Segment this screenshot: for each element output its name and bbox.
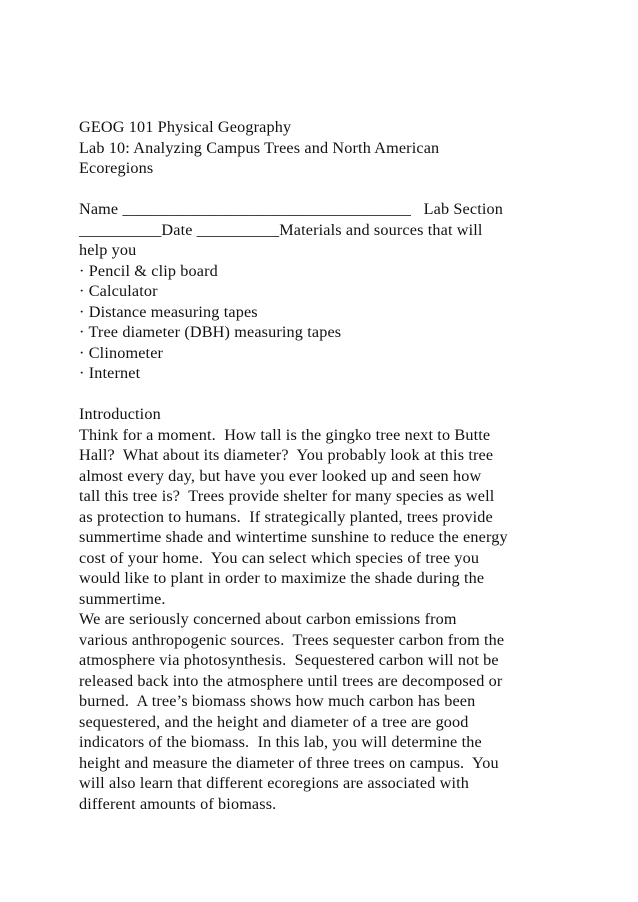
materials-list-item: · Calculator bbox=[79, 282, 158, 300]
spacer bbox=[79, 179, 569, 200]
lab-title-line-1: Lab 10: Analyzing Campus Trees and North American bbox=[79, 138, 440, 157]
paragraph-line: cost of your home. You can select which species of tree you bbox=[79, 548, 480, 567]
paragraph-line: Think for a moment. How tall is the gingko tree next to Butte bbox=[79, 425, 491, 444]
paragraph-line: almost every day, but have you ever looked up and seen how bbox=[79, 466, 482, 485]
materials-list bbox=[79, 261, 569, 384]
paragraph-line: summertime. bbox=[79, 589, 166, 608]
paragraph-line: atmosphere via photosynthesis. Sequestered carbon will not be bbox=[79, 651, 499, 669]
introduction-heading: Introduction bbox=[79, 405, 161, 423]
paragraph-line: would like to plant in order to maximize the shade during the bbox=[79, 569, 485, 587]
paragraph-line: will also learn that different ecoregions are associated with bbox=[79, 774, 470, 792]
date-field-line: __________Date __________Materials and sources that will bbox=[79, 220, 483, 239]
paragraph-line: tall this tree is? Trees provide shelter for many species as well bbox=[79, 487, 495, 505]
paragraph-line: We are seriously concerned about carbon emissions from bbox=[79, 610, 457, 628]
paragraph-line: different amounts of biomass. bbox=[79, 794, 277, 813]
materials-list-item: · Pencil & clip board bbox=[79, 261, 218, 280]
introduction-paragraph-2 bbox=[79, 609, 569, 814]
paragraph-line: Hall? What about its diameter? You probably look at this tree bbox=[79, 446, 494, 464]
spacer bbox=[79, 384, 569, 405]
paragraph-line: indicators of the biomass. In this lab, you will determine the bbox=[79, 733, 482, 751]
course-title: GEOG 101 Physical Geography bbox=[79, 118, 292, 136]
paragraph-line: summertime shade and wintertime sunshine to reduce the energy bbox=[79, 528, 508, 546]
materials-list-item: · Internet bbox=[79, 364, 141, 382]
introduction-paragraph-1 bbox=[79, 425, 569, 610]
materials-intro-line: help you bbox=[79, 241, 137, 259]
document-body bbox=[79, 117, 569, 814]
paragraph-line: as protection to humans. If strategically planted, trees provide bbox=[79, 507, 493, 526]
materials-list-item: · Tree diameter (DBH) measuring tapes bbox=[79, 323, 342, 341]
paragraph-line: released back into the atmosphere until trees are decomposed or bbox=[79, 671, 503, 690]
paragraph-line: various anthropogenic sources. Trees sequester carbon from the bbox=[79, 630, 505, 649]
lab-title-line-2: Ecoregions bbox=[79, 159, 154, 177]
paragraph-line: sequestered, and the height and diameter of a tree are good bbox=[79, 712, 469, 731]
materials-list-item: · Distance measuring tapes bbox=[79, 302, 258, 321]
name-field-line: Name ___________________________________ Lab Section bbox=[79, 200, 503, 218]
paragraph-line: burned. A tree’s biomass shows how much carbon has been bbox=[79, 692, 476, 710]
materials-list-item: · Clinometer bbox=[79, 343, 164, 362]
paragraph-line: height and measure the diameter of three trees on campus. You bbox=[79, 753, 499, 772]
